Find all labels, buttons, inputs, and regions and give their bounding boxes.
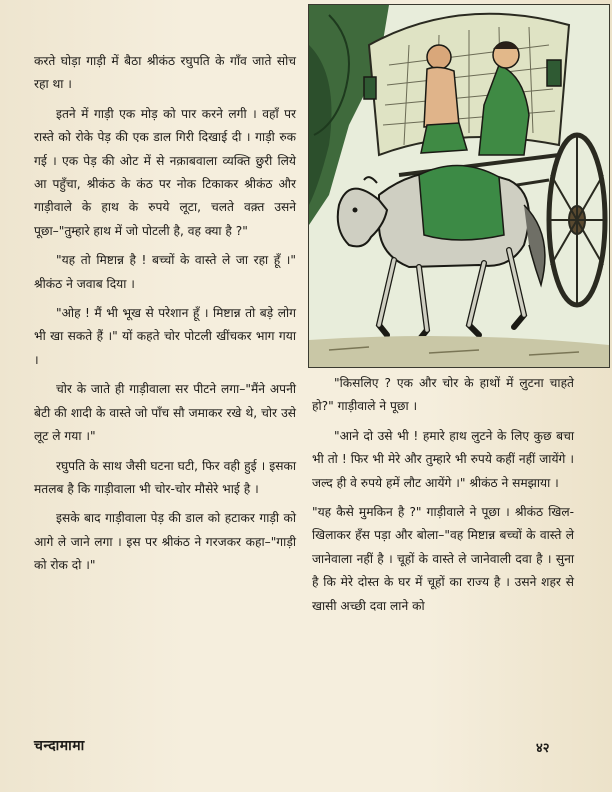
- paragraph: "ओह ! मैं भी भूख से परेशान हूँ । मिष्टान्न तो बड़े लोग भी खा सकते हैं ।" यों कहते चोर पोटली खींचकर भाग गया ।: [34, 306, 296, 367]
- paragraph: इसके बाद गाड़ीवाला पेड़ की डाल को हटाकर गाड़ी को आगे ले जाने लगा । इस पर श्रीकंठ ने गरजकर कहा–"गाड़ी को रोक दो ।": [34, 511, 296, 573]
- page-number: ४२: [536, 741, 550, 756]
- right-text-column: [312, 372, 574, 618]
- left-text-column: [34, 50, 296, 584]
- paragraph: "यह कैसे मुमकिन है ?" गाड़ीवाले ने पूछा । श्रीकंठ खिल-खिलाकर हँस पड़ा और बोला–"वह मिष्टान्न बच्चों के वास्ते ले जानेवाला नहीं है । चूहों के वास्ते ले जानेवाली दवा है । सुना है कि मेरे दोस्त के घर में चूहों का राज्य है । उसने शहर से खासी अच्छी दवा लाने को: [312, 505, 574, 613]
- paragraph: रघुपति के साथ जैसी घटना घटी, फिर वही हुई । इसका मतलब है कि गाड़ीवाला भी चोर-चोर मौसेरे भाई है ।: [34, 458, 296, 496]
- magazine-name: चन्दामामा: [34, 738, 85, 754]
- paragraph: करते घोड़ा गाड़ी में बैठा श्रीकंठ रघुपति के गाँव जाते सोच रहा था ।: [34, 54, 296, 92]
- horse-cart-drawing: [309, 5, 609, 367]
- story-illustration: [308, 4, 610, 368]
- paragraph: चोर के जाते ही गाड़ीवाला सर पीटने लगा–"मैंने अपनी बेटी की शादी के वास्ते जो पाँच सौ जमाकर रखे थे, चोर उसे लूट ले गया ।": [34, 382, 296, 444]
- paragraph: "किसलिए ? एक और चोर के हाथों में लुटना चाहते हो?" गाड़ीवाले ने पूछा ।: [312, 376, 574, 414]
- paragraph: "आने दो उसे भी ! हमारे हाथ लुटने के लिए कुछ बचा भी तो ! फिर भी मेरे और तुम्हारे भी रुपये कहीं नहीं जायेंगे । जल्द ही वे रुपये हमें लौट आयेंगे ।" श्रीकंठ ने समझाया ।: [312, 428, 574, 490]
- paragraph: "यह तो मिष्टान्न है ! बच्चों के वास्ते ले जा रहा हूँ ।" श्रीकंठ ने जवाब दिया ।: [34, 253, 296, 291]
- paragraph: इतने में गाड़ी एक मोड़ को पार करने लगी । वहाँ पर रास्ते को रोके पेड़ की एक डाल गिरी दिखाई दी । गाड़ी रुक गई । एक पेड़ की ओट में से नक़ाबवाला व्यक्ति छुरी लिये आ पहुँचा, श्रीकंठ के कंठ पर नोक टिकाकर श्रीकंठ और गाड़ीवाले के हाथ के रुपये लूटा, चलते वक़्त उसने पूछा–"तुम्हारे हाथ में जो पोटली है, वह क्या है ?": [34, 106, 296, 238]
